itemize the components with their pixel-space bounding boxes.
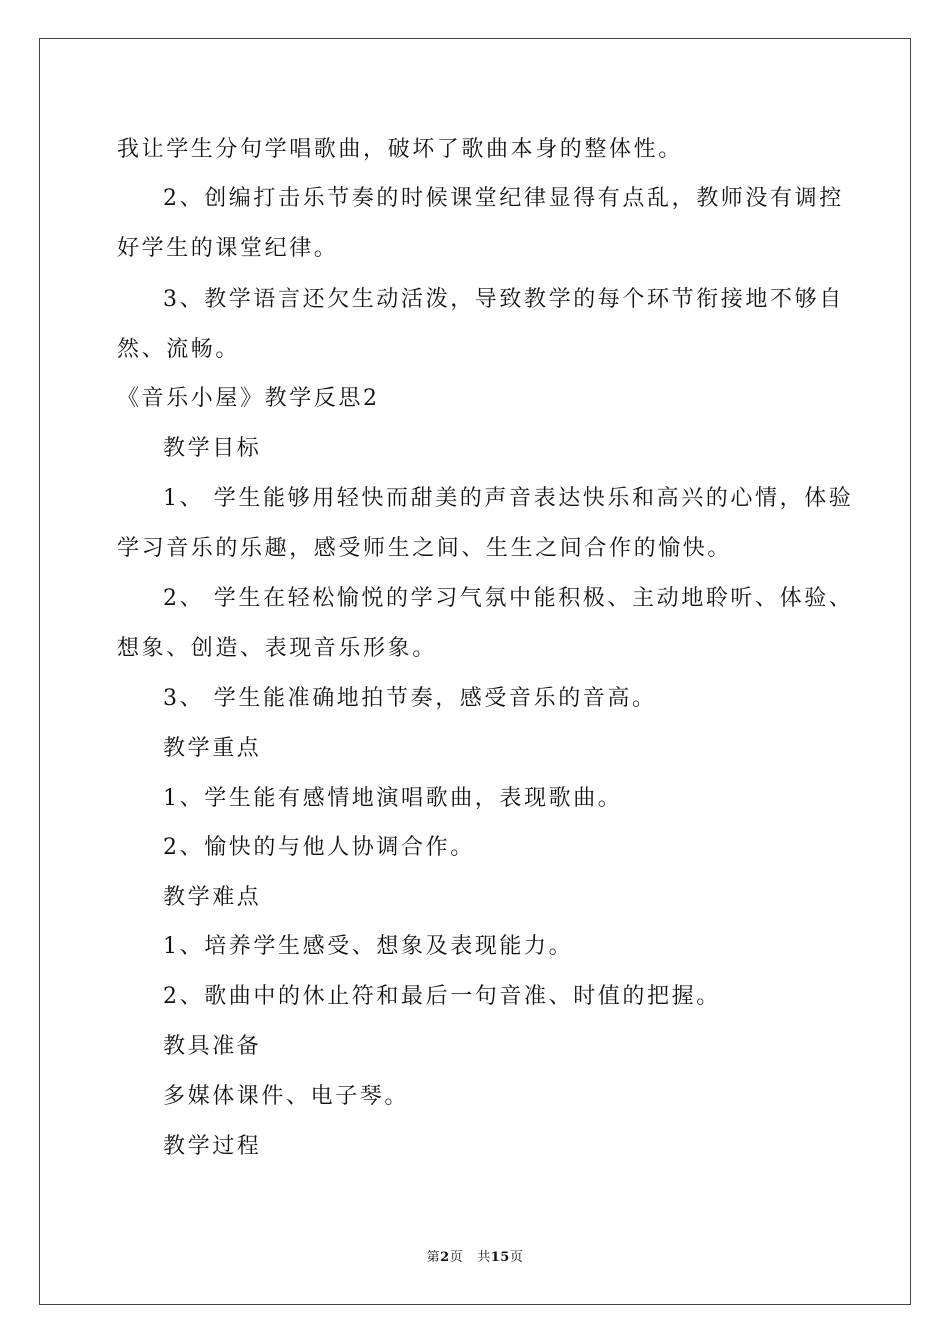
body-line-1: 我让学生分句学唱歌曲，破坏了歌曲本身的整体性。 <box>117 137 683 162</box>
footer-total-prefix: 共 <box>477 1250 491 1265</box>
subheading-objectives: 教学目标 <box>163 436 262 461</box>
body-line-18: 2、歌曲中的休止符和最后一句音准、时值的把握。 <box>163 984 721 1009</box>
body-line-12: 3、 学生能准确地拍节奏，感受音乐的音高。 <box>163 686 657 711</box>
footer-total-suffix: 页 <box>509 1250 524 1265</box>
subheading-materials: 教具准备 <box>163 1034 262 1059</box>
subheading-process: 教学过程 <box>163 1134 262 1159</box>
footer-total-number: 15 <box>490 1250 510 1265</box>
body-line-15: 2、愉快的与他人协调合作。 <box>163 835 475 860</box>
body-line-10: 2、 学生在轻松愉悦的学习气氛中能积极、主动地聆听、体验、 <box>163 586 854 611</box>
page-footer <box>0 1246 950 1265</box>
body-line-17: 1、培养学生感受、想象及表现能力。 <box>163 934 574 959</box>
footer-page-prefix: 第 <box>426 1250 441 1265</box>
footer-page-number: 2 <box>440 1250 450 1265</box>
body-line-20: 多媒体课件、电子琴。 <box>163 1084 410 1109</box>
footer-page-suffix: 页 <box>449 1250 464 1265</box>
subheading-key-points: 教学重点 <box>163 736 262 761</box>
body-line-11: 想象、创造、表现音乐形象。 <box>117 636 437 661</box>
body-line-9: 学习音乐的乐趣，感受师生之间、生生之间合作的愉快。 <box>117 536 733 561</box>
body-line-4: 3、教学语言还欠生动活泼，导致教学的每个环节衔接地不够自 <box>163 287 844 312</box>
body-line-14: 1、学生能有感情地演唱歌曲，表现歌曲。 <box>163 786 623 811</box>
body-line-8: 1、 学生能够用轻快而甜美的声音表达快乐和高兴的心情，体验 <box>163 486 854 511</box>
subheading-difficulties: 教学难点 <box>163 885 262 910</box>
body-line-2: 2、创编打击乐节奏的时候课堂纪律显得有点乱，教师没有调控 <box>163 186 844 211</box>
page-border <box>39 38 911 1305</box>
body-line-5: 然、流畅。 <box>117 337 241 362</box>
body-line-3: 好学生的课堂纪律。 <box>117 236 339 261</box>
section-heading: 《音乐小屋》教学反思2 <box>117 386 380 411</box>
